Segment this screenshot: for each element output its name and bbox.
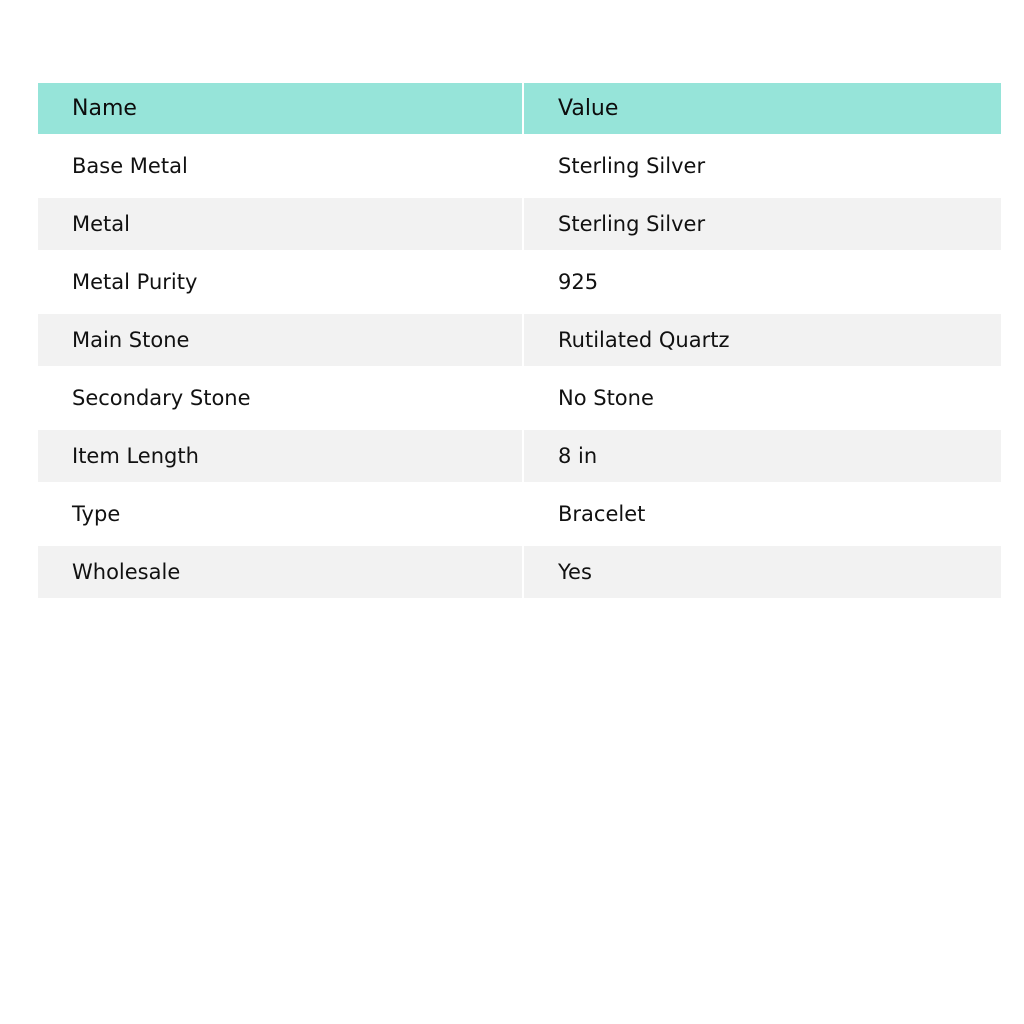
cell-value: Sterling Silver — [523, 134, 1001, 198]
cell-name: Wholesale — [38, 546, 523, 598]
table-header — [38, 83, 1001, 134]
cell-value: Rutilated Quartz — [523, 314, 1001, 366]
cell-value: Sterling Silver — [523, 198, 1001, 250]
column-header-value: Value — [523, 83, 1001, 134]
cell-value: Yes — [523, 546, 1001, 598]
table-row — [38, 250, 1001, 314]
table-body — [38, 134, 1001, 598]
cell-name: Type — [38, 482, 523, 546]
cell-name: Secondary Stone — [38, 366, 523, 430]
table-row — [38, 430, 1001, 482]
cell-value: Bracelet — [523, 482, 1001, 546]
table-row — [38, 546, 1001, 598]
table-row — [38, 198, 1001, 250]
table-row — [38, 314, 1001, 366]
cell-name: Metal Purity — [38, 250, 523, 314]
cell-name: Main Stone — [38, 314, 523, 366]
table-row — [38, 134, 1001, 198]
table-header-row — [38, 83, 1001, 134]
cell-name: Item Length — [38, 430, 523, 482]
specifications-table — [38, 83, 1001, 598]
table-row — [38, 482, 1001, 546]
cell-value: 925 — [523, 250, 1001, 314]
cell-value: 8 in — [523, 430, 1001, 482]
column-header-name: Name — [38, 83, 523, 134]
cell-value: No Stone — [523, 366, 1001, 430]
cell-name: Metal — [38, 198, 523, 250]
cell-name: Base Metal — [38, 134, 523, 198]
table-row — [38, 366, 1001, 430]
